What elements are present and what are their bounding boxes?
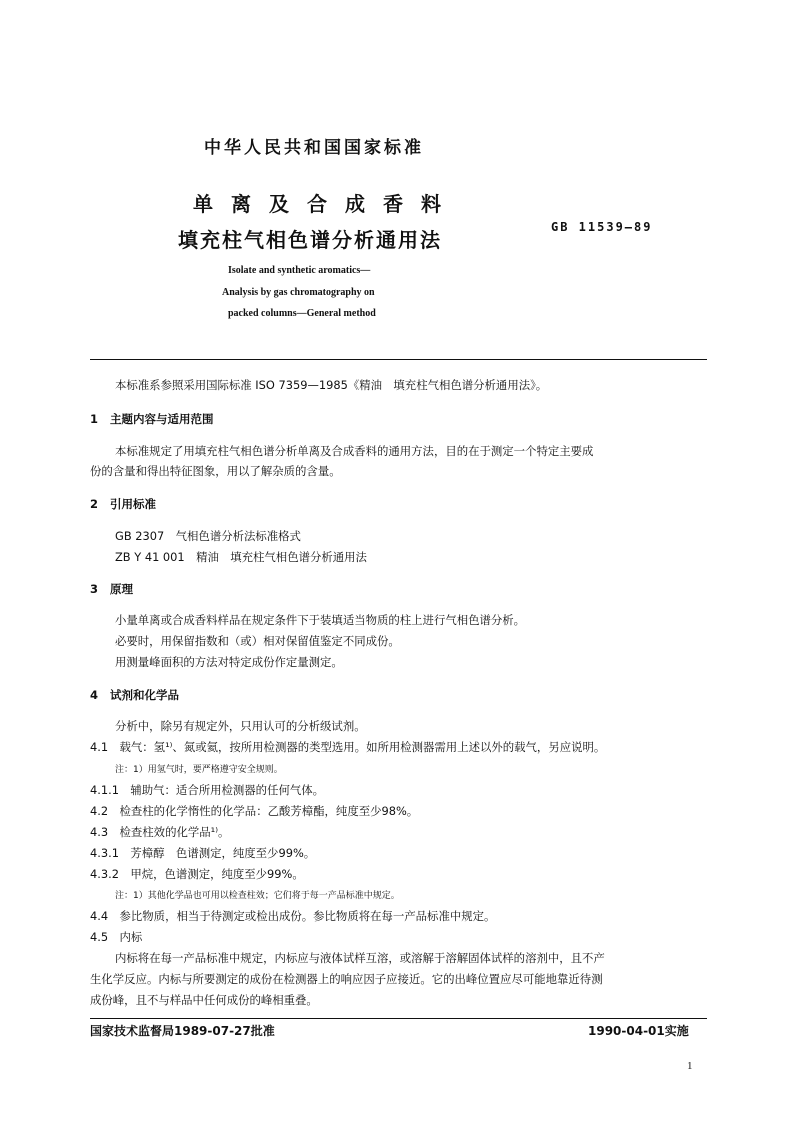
implementation-date: 1990-04-01实施 (588, 1024, 689, 1038)
section-3-line1: 小量单离或合成香料样品在规定条件下于装填适当物质的柱上进行气相色谱分析。 (115, 613, 526, 627)
clause-4-1-note: 注：1）用氢气时，要严格遵守安全规则。 (115, 765, 283, 775)
section-3-heading (90, 581, 133, 597)
section-1-paragraph-line2: 份的含量和得出特征图象，用以了解杂质的含量。 (90, 464, 341, 478)
section-2-number: 2 (90, 497, 99, 511)
clause-4-3-2: 4.3.2 甲烷，色谱测定，纯度至少99%。 (90, 867, 304, 881)
footer-divider (90, 1018, 707, 1019)
national-standard-heading: 中华人民共和国国家标准 (204, 138, 424, 158)
section-1-title: 主题内容与适用范围 (110, 412, 214, 426)
reference-zby41001: ZB Y 41 001 精油 填充柱气相色谱分析通用法 (115, 550, 367, 564)
clause-4-5-line1: 内标将在每一产品标准中规定，内标应与液体试样互溶，或溶解于溶解固体试样的溶剂中，且不产 (115, 951, 605, 965)
clause-4-5: 4.5 内标 (90, 930, 143, 944)
reference-gb2307: GB 2307 气相色谱分析法标准格式 (115, 529, 301, 543)
approval-date: 国家技术监督局1989-07-27批准 (90, 1024, 275, 1038)
clause-4-4: 4.4 参比物质，相当于待测定或检出成份。参比物质将在每一产品标准中规定。 (90, 909, 496, 923)
page-number: 1 (687, 1060, 693, 1072)
clause-4-3: 4.3 检查柱效的化学品¹⁾。 (90, 825, 230, 839)
section-1-paragraph-line1: 本标准规定了用填充柱气相色谱分析单离及合成香料的通用方法，目的在于测定一个特定主要成 (115, 444, 594, 458)
clause-4-1: 4.1 载气：氢¹⁾、氮或氦，按所用检测器的类型选用。如所用检测器需用上述以外的载气，另应说明。 (90, 740, 606, 754)
clause-4-5-line3: 成份峰，且不与样品中任何成份的峰相重叠。 (90, 993, 318, 1007)
clause-4-5-line2: 生化学反应。内标与所要测定的成份在检测器上的响应因子应接近。它的出峰位置应尽可能地靠近待测 (90, 972, 603, 986)
section-4-number: 4 (90, 688, 99, 702)
document-title-line1: 单离及合成香料 (193, 192, 459, 216)
header-divider (90, 359, 707, 360)
english-title-line3: packed columns—General method (228, 308, 376, 319)
clause-4-1-1: 4.1.1 辅助气：适合所用检测器的任何气体。 (90, 783, 325, 797)
english-title-line2: Analysis by gas chromatography on (222, 287, 375, 298)
document-title-line2: 填充柱气相色谱分析通用法 (178, 228, 442, 252)
section-3-line3: 用测量峰面积的方法对特定成份作定量测定。 (115, 655, 343, 669)
clause-4-2: 4.2 检查柱的化学惰性的化学品：乙酸芳樟酯，纯度至少98%。 (90, 804, 419, 818)
section-2-title: 引用标准 (110, 497, 156, 511)
clause-4-3-1: 4.3.1 芳樟醇 色谱测定，纯度至少99%。 (90, 846, 316, 860)
section-3-title: 原理 (110, 582, 133, 596)
section-2-heading (90, 496, 156, 512)
section-4-heading (90, 687, 179, 703)
english-title-line1: Isolate and synthetic aromatics— (228, 265, 371, 276)
intro-paragraph: 本标准系参照采用国际标准 ISO 7359—1985《精油 填充柱气相色谱分析通用法》。 (115, 378, 548, 392)
section-4-title: 试剂和化学品 (110, 688, 179, 702)
standard-code: GB 11539—89 (551, 220, 653, 234)
section-3-number: 3 (90, 582, 99, 596)
section-1-heading (90, 411, 214, 427)
section-3-line2: 必要时，用保留指数和（或）相对保留值鉴定不同成份。 (115, 634, 400, 648)
section-4-intro: 分析中，除另有规定外，只用认可的分析级试剂。 (115, 719, 366, 733)
clause-4-3-note: 注：1）其他化学品也可用以检查柱效；它们将于每一产品标准中规定。 (115, 891, 400, 901)
section-1-number: 1 (90, 412, 99, 426)
